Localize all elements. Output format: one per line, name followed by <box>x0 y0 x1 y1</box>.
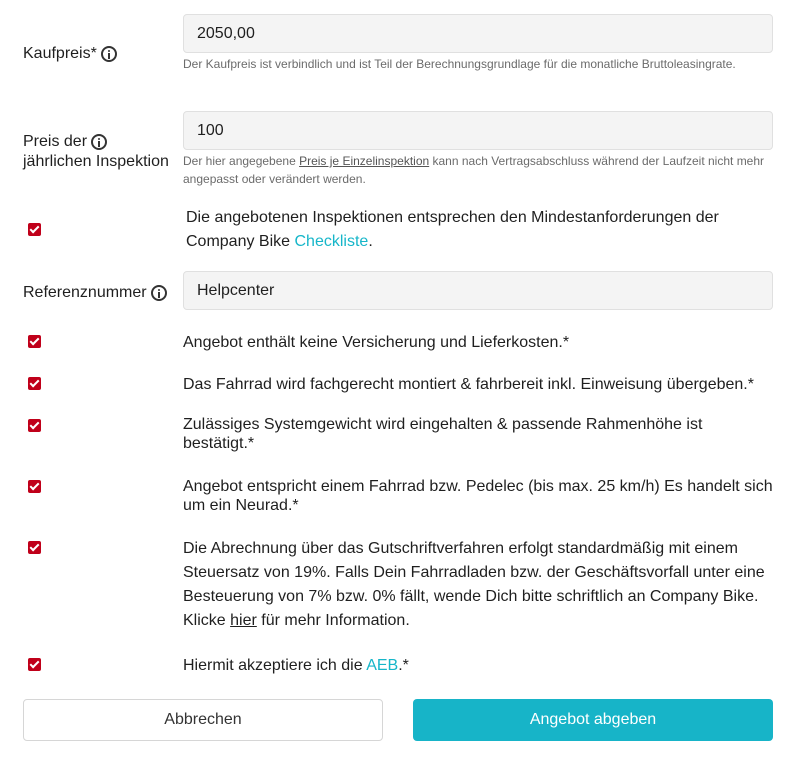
inspektion-label-row <box>23 132 169 172</box>
abrechnung-checkbox[interactable] <box>28 541 41 554</box>
inspektion-input[interactable] <box>183 111 773 150</box>
abrechnung-text <box>183 537 773 633</box>
abrechnung-text-start: Die Abrechnung über das Gutschriftverfahren erfolgt standardmäßig mit einem Steuersatz von 19%. Falls Dein Fahrradladen bzw. der Geschäftsvorfall unter eine Besteuerung von 7% bzw. 0% fällt, wende Dich bitte schriftlich an Company Bike. Klicke <box>183 540 765 629</box>
kaufpreis-label: Kaufpreis* <box>23 45 97 62</box>
hier-link[interactable]: hier <box>230 612 257 629</box>
pedelec-checkbox[interactable] <box>28 480 41 493</box>
gewicht-text: Zulässiges Systemgewicht wird eingehalten & passende Rahmenhöhe ist bestätigt.* <box>183 416 703 452</box>
aeb-text-end: .* <box>398 657 409 674</box>
inspektion-label-line2: jährlichen Inspektion <box>23 153 169 170</box>
info-icon[interactable] <box>151 285 167 301</box>
inspektion-help <box>183 152 773 188</box>
info-icon[interactable] <box>91 134 107 150</box>
aeb-link[interactable]: AEB <box>366 657 399 674</box>
versicherung-text: Angebot enthält keine Versicherung und Lieferkosten.* <box>183 334 570 351</box>
inspektion-label-line1: Preis der <box>23 133 88 150</box>
abrechnung-text-end: für mehr Information. <box>256 612 410 629</box>
kaufpreis-input[interactable] <box>183 14 773 53</box>
preis-einzelinspektion-link: Preis je Einzelinspektion <box>299 154 430 168</box>
gewicht-checkbox[interactable] <box>28 419 41 432</box>
kaufpreis-label-row <box>23 44 117 64</box>
kaufpreis-help: Der Kaufpreis ist verbindlich und ist Teil der Berechnungsgrundlage für die monatliche Bruttoleasingrate. <box>183 57 736 71</box>
montage-text: Das Fahrrad wird fachgerecht montiert & fahrbereit inkl. Einweisung übergeben.* <box>183 376 754 393</box>
inspektion-help-text: Der hier angegebene <box>183 154 300 168</box>
mindest-text-end: . <box>368 233 373 250</box>
referenz-label: Referenznummer <box>23 284 147 301</box>
aeb-text <box>183 654 779 678</box>
mindest-text: Die angebotenen Inspektionen entsprechen den Mindestanforderungen der Company Bike <box>186 209 719 250</box>
referenz-label-row <box>23 283 167 303</box>
inspektion-help-text-end: kann nach Vertragsabschluss während der Laufzeit nicht mehr angepasst oder verändert werden. <box>183 154 765 186</box>
checkliste-link[interactable]: Checkliste <box>294 233 369 250</box>
cancel-button[interactable]: Abbrechen <box>23 699 383 741</box>
aeb-text-start: Hiermit akzeptiere ich die <box>183 657 367 674</box>
montage-checkbox[interactable] <box>28 377 41 390</box>
versicherung-checkbox[interactable] <box>28 335 41 348</box>
mindestanforderungen-checkbox[interactable] <box>28 223 41 236</box>
aeb-checkbox[interactable] <box>28 658 41 671</box>
referenz-input[interactable] <box>183 271 773 310</box>
info-icon[interactable] <box>101 46 117 62</box>
submit-offer-button[interactable]: Angebot abgeben <box>413 699 773 741</box>
pedelec-text: Angebot entspricht einem Fahrrad bzw. Pedelec (bis max. 25 km/h) Es handelt sich um ein Neurad.* <box>183 478 773 514</box>
mindestanforderungen-text <box>186 206 746 254</box>
